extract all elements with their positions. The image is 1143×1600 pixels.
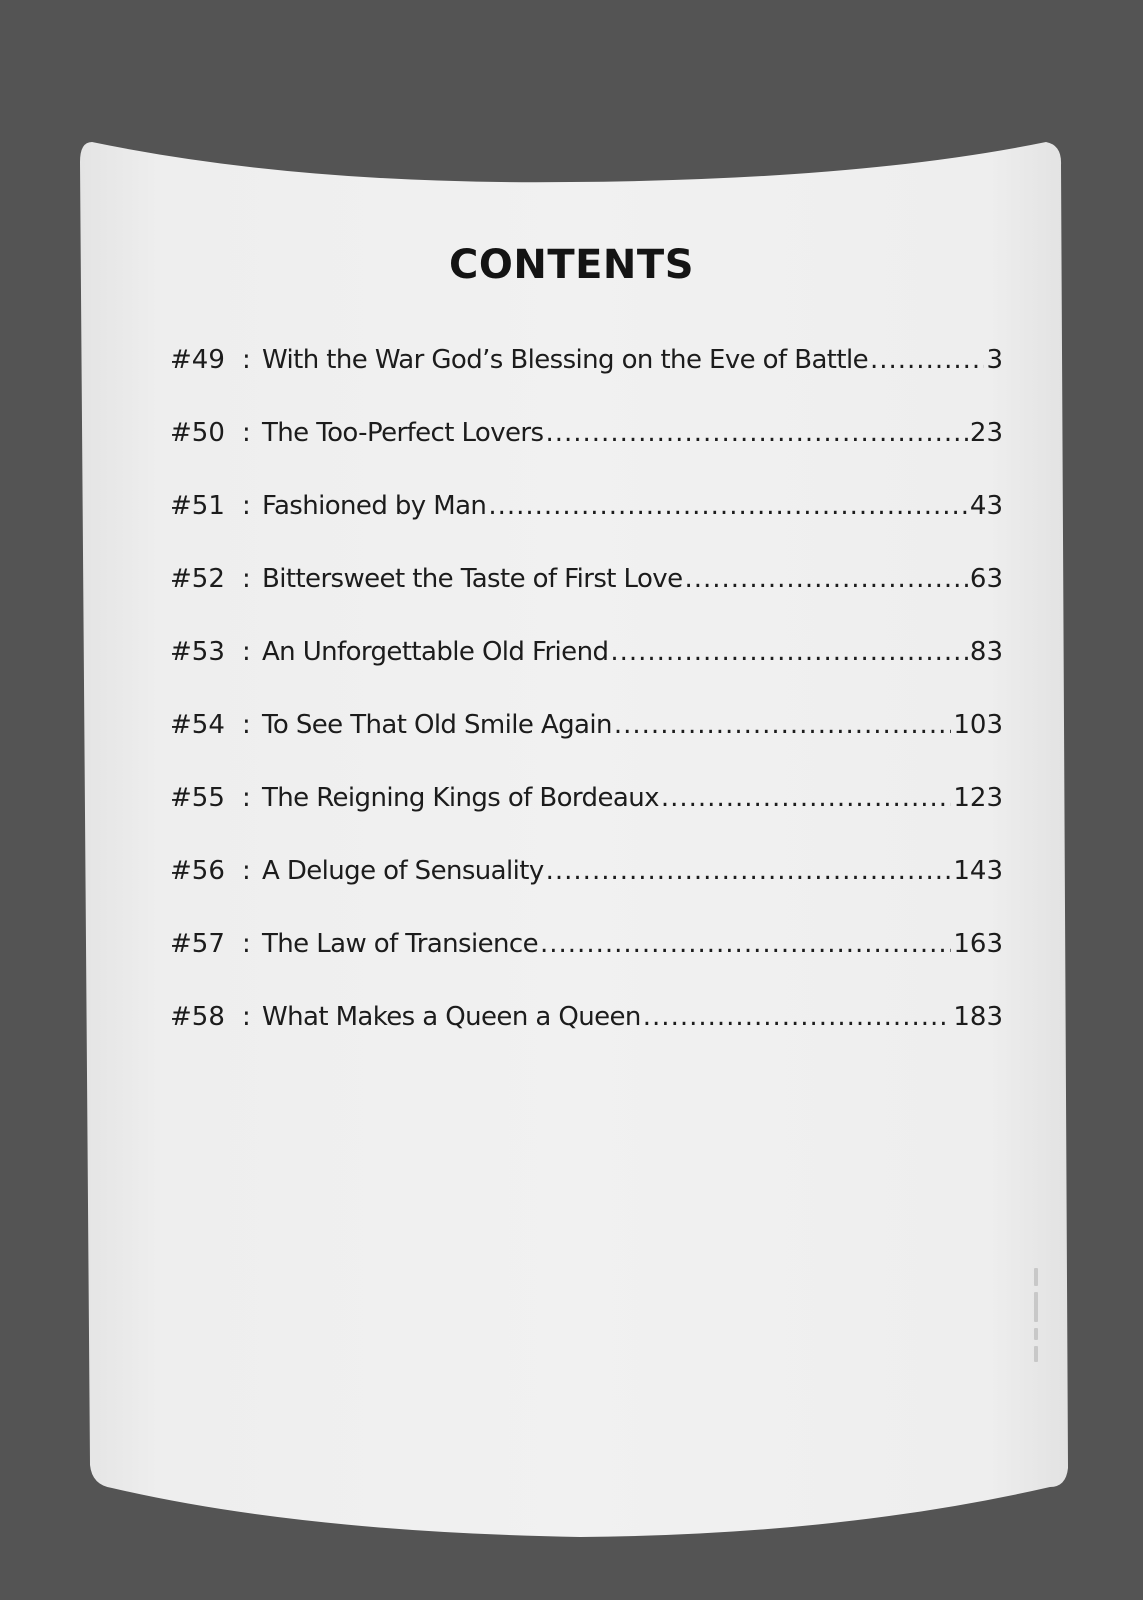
dot-leader xyxy=(684,564,967,594)
chapter-title: Fashioned by Man xyxy=(262,491,487,521)
page-number: 143 xyxy=(953,856,1003,886)
chapter-separator: : xyxy=(242,783,251,813)
chapter-title: The Too-Perfect Lovers xyxy=(262,418,544,448)
chapter-number: #51 xyxy=(170,491,225,521)
dot-leader xyxy=(545,418,967,448)
chapter-separator: : xyxy=(242,637,251,667)
chapter-title: To See That Old Smile Again xyxy=(262,710,612,740)
dot-leader xyxy=(610,637,968,667)
toc-entry xyxy=(170,637,1003,710)
chapter-title: The Reigning Kings of Bordeaux xyxy=(262,783,659,813)
toc-entry xyxy=(170,710,1003,783)
chapter-title: With the War God’s Blessing on the Eve of Battle xyxy=(262,345,868,375)
chapter-number: #53 xyxy=(170,637,225,667)
dot-leader xyxy=(614,710,951,740)
toc-list xyxy=(170,345,1003,1075)
chapter-number: #58 xyxy=(170,1002,225,1032)
page-title: CONTENTS xyxy=(448,242,694,288)
chapter-title: An Unforgettable Old Friend xyxy=(262,637,609,667)
chapter-number: #56 xyxy=(170,856,225,886)
toc-entry xyxy=(170,929,1003,1002)
toc-entry xyxy=(170,856,1003,929)
chapter-separator: : xyxy=(242,1002,251,1032)
page-number: 23 xyxy=(969,418,1003,448)
toc-entry xyxy=(170,491,1003,564)
dot-leader xyxy=(546,856,952,886)
toc-entry xyxy=(170,564,1003,637)
chapter-number: #54 xyxy=(170,710,225,740)
page-number: 123 xyxy=(953,783,1003,813)
dot-leader xyxy=(870,345,984,375)
toc-entry xyxy=(170,345,1003,418)
chapter-separator: : xyxy=(242,418,251,448)
chapter-separator: : xyxy=(242,491,251,521)
dot-leader xyxy=(643,1002,952,1032)
page-number: 183 xyxy=(953,1002,1003,1032)
chapter-separator: : xyxy=(242,929,251,959)
toc-entry xyxy=(170,418,1003,491)
chapter-title: Bittersweet the Taste of First Love xyxy=(262,564,683,594)
page-number: 163 xyxy=(953,929,1003,959)
chapter-title: A Deluge of Sensuality xyxy=(262,856,544,886)
dot-leader xyxy=(661,783,952,813)
page-number: 103 xyxy=(953,710,1003,740)
chapter-number: #49 xyxy=(170,345,225,375)
chapter-separator: : xyxy=(242,564,251,594)
page-number: 63 xyxy=(969,564,1003,594)
toc-entry xyxy=(170,1002,1003,1075)
chapter-separator: : xyxy=(242,710,251,740)
chapter-title: What Makes a Queen a Queen xyxy=(262,1002,641,1032)
chapter-separator: : xyxy=(242,345,251,375)
chapter-separator: : xyxy=(242,856,251,886)
chapter-title: The Law of Transience xyxy=(262,929,538,959)
chapter-number: #57 xyxy=(170,929,225,959)
chapter-number: #55 xyxy=(170,783,225,813)
chapter-number: #52 xyxy=(170,564,225,594)
spine-print-mark xyxy=(1031,1268,1041,1363)
page-number: 43 xyxy=(969,491,1003,521)
toc-entry xyxy=(170,783,1003,856)
dot-leader xyxy=(540,929,951,959)
dot-leader xyxy=(488,491,968,521)
chapter-number: #50 xyxy=(170,418,225,448)
page-number: 3 xyxy=(986,345,1003,375)
page-number: 83 xyxy=(969,637,1003,667)
